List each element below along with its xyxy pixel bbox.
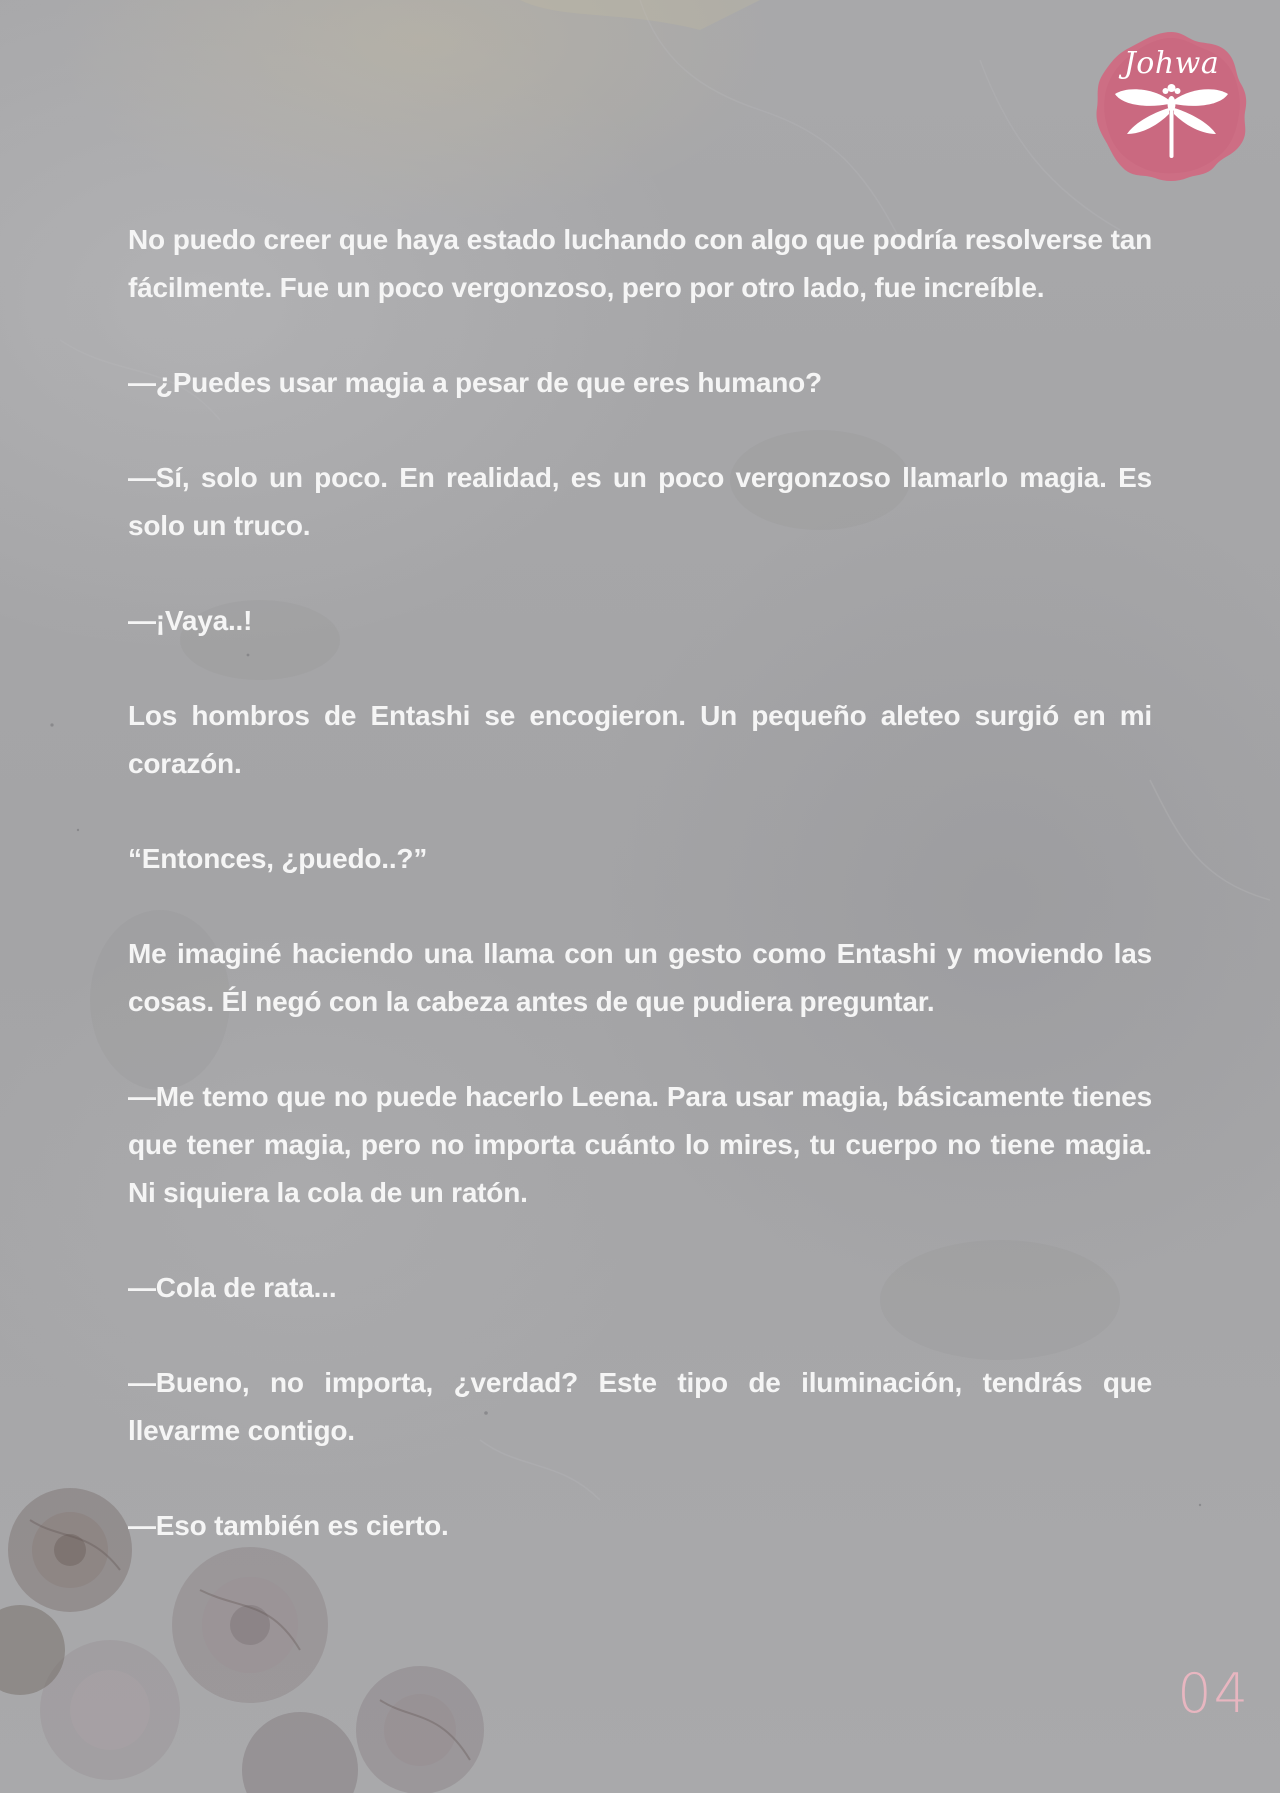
text-body bbox=[128, 216, 1152, 1597]
paragraph: —Sí, solo un poco. En realidad, es un poco vergonzoso llamarlo magia. Es solo un truco. bbox=[128, 462, 1152, 541]
logo-text: Johwa bbox=[1123, 46, 1220, 81]
paragraph: —Bueno, no importa, ¿verdad? Este tipo de iluminación, tendrás que llevarme contigo. bbox=[128, 1367, 1152, 1446]
paragraph: —¡Vaya..! bbox=[128, 605, 253, 636]
dragonfly-icon bbox=[1093, 28, 1250, 185]
publisher-logo bbox=[1093, 28, 1250, 185]
paragraph: —¿Puedes usar magia a pesar de que eres humano? bbox=[128, 367, 822, 398]
paragraph: —Cola de rata... bbox=[128, 1272, 337, 1303]
paragraph: “Entonces, ¿puedo..?” bbox=[128, 843, 428, 874]
paragraph: —Me temo que no puede hacerlo Leena. Para usar magia, básicamente tienes que tener magia, pero no importa cuánto lo mires, tu cuerpo no tiene magia. Ni siquiera la cola de un ratón. bbox=[128, 1081, 1152, 1208]
page-number: 04 bbox=[1177, 1662, 1250, 1725]
paragraph: No puedo creer que haya estado luchando con algo que podría resolverse tan fácilmente. Fue un poco vergonzoso, pero por otro lado, fue increíble. bbox=[128, 224, 1152, 303]
paragraph: Los hombros de Entashi se encogieron. Un pequeño aleteo surgió en mi corazón. bbox=[128, 700, 1152, 779]
paragraph: —Eso también es cierto. bbox=[128, 1510, 449, 1541]
paragraph: Me imaginé haciendo una llama con un gesto como Entashi y moviendo las cosas. Él negó con la cabeza antes de que pudiera preguntar. bbox=[128, 938, 1152, 1017]
